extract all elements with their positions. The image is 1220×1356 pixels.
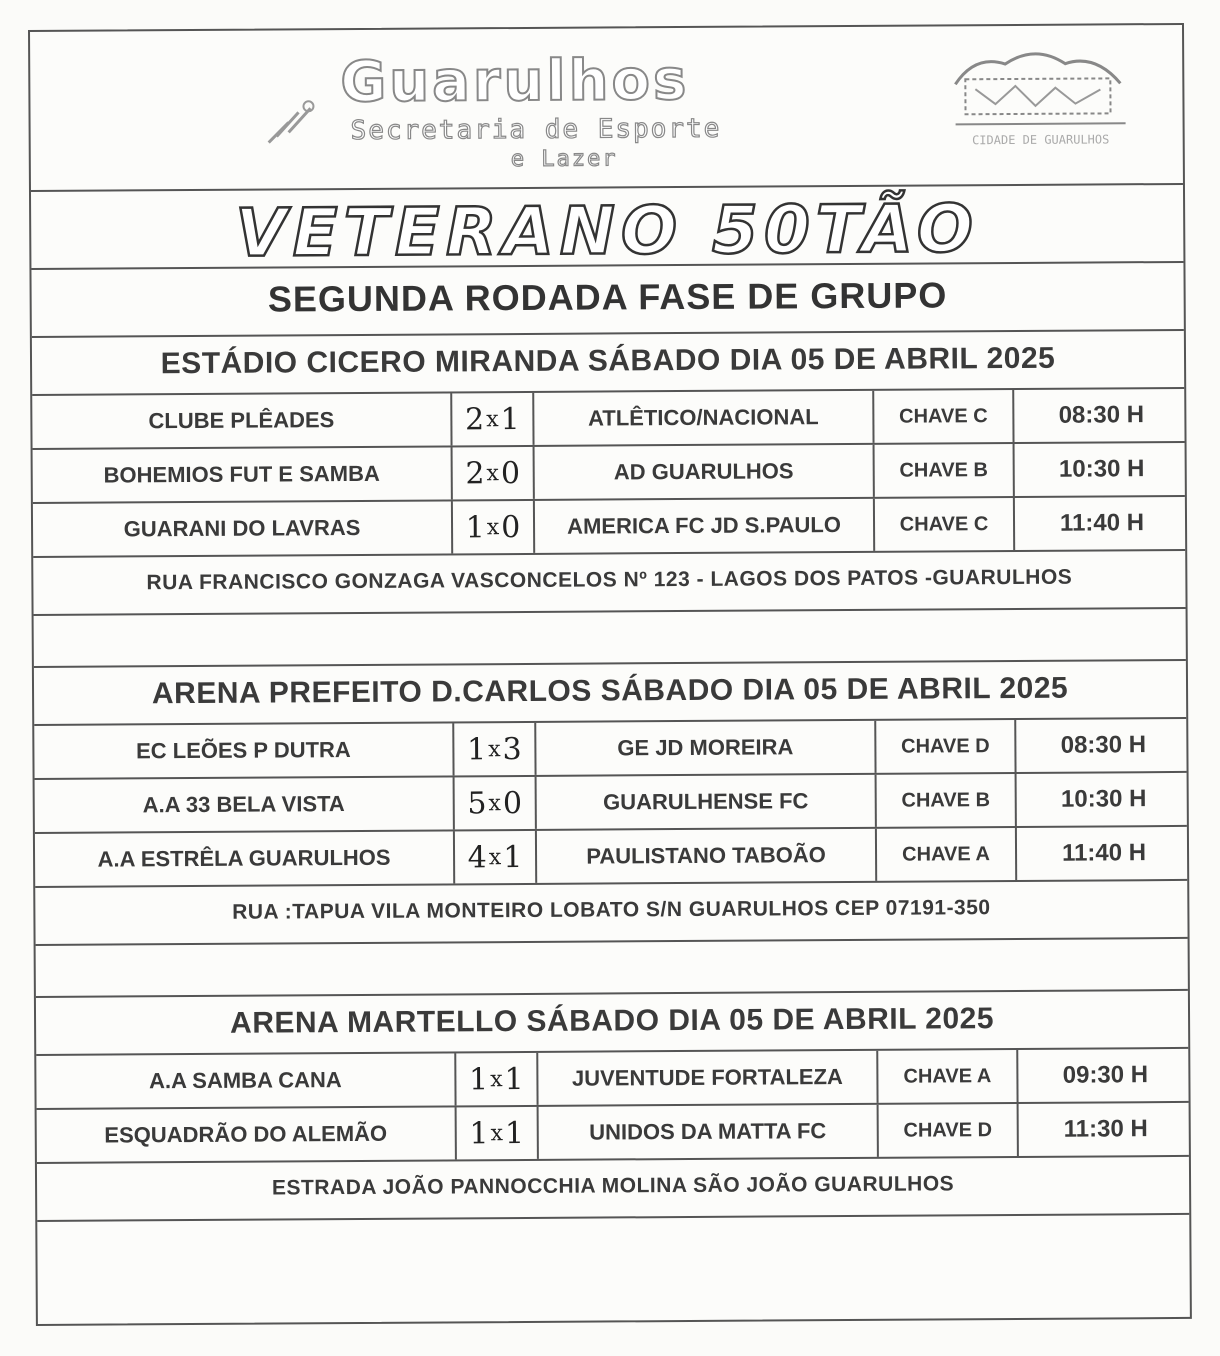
match-time: 11:40 H bbox=[1061, 839, 1147, 867]
logo-subtitle-2: e Lazer bbox=[510, 146, 618, 173]
score-separator: x bbox=[486, 460, 499, 486]
away-team: UNIDOS DA MATTA FC bbox=[589, 1118, 827, 1145]
venue-title: ESTÁDIO CICERO MIRANDA SÁBADO DIA 05 DE ABRIL 2025 bbox=[160, 341, 1056, 381]
home-team: BOHEMIOS FUT E SAMBA bbox=[103, 460, 380, 488]
logo-subtitle: Secretaria de Esporte bbox=[350, 113, 722, 147]
match-score bbox=[453, 831, 537, 884]
score-separator: x bbox=[490, 1066, 503, 1092]
match-time: 09:30 H bbox=[1062, 1061, 1149, 1089]
event-title-row bbox=[31, 185, 1183, 270]
home-score: 1 bbox=[466, 731, 487, 767]
match-row bbox=[33, 443, 1185, 504]
away-team: GUARULHENSE FC bbox=[602, 788, 809, 815]
venue-title: ARENA MARTELLO SÁBADO DIA 05 DE ABRIL 2025 bbox=[230, 1002, 995, 1040]
home-team: A.A 33 BELA VISTA bbox=[142, 791, 345, 818]
match-time: 10:30 H bbox=[1058, 455, 1145, 483]
match-score bbox=[452, 723, 536, 776]
score-separator: x bbox=[490, 1120, 504, 1146]
away-score: 1 bbox=[503, 839, 523, 875]
away-score: 3 bbox=[502, 731, 522, 767]
group-label: CHAVE A bbox=[876, 1050, 1018, 1103]
schedule-sheet bbox=[28, 23, 1192, 1326]
home-score: 1 bbox=[465, 509, 485, 545]
away-team: JUVENTUDE FORTALEZA bbox=[571, 1064, 843, 1091]
venue-address: RUA FRANCISCO GONZAGA VASCONCELOS Nº 123 - LAGOS DOS PATOS -GUARULHOS bbox=[146, 565, 1073, 595]
group-label: CHAVE C bbox=[873, 498, 1015, 551]
venue-title-row bbox=[32, 331, 1184, 396]
away-team: PAULISTANO TABOÃO bbox=[586, 842, 826, 869]
venue-title-row bbox=[34, 661, 1186, 726]
city-seal-icon bbox=[935, 43, 1136, 164]
home-score: 4 bbox=[467, 839, 487, 875]
score-separator: x bbox=[486, 514, 500, 540]
away-score: 0 bbox=[502, 785, 523, 821]
venue-address-row bbox=[33, 551, 1185, 616]
match-score bbox=[455, 1107, 539, 1160]
match-time: 08:30 H bbox=[1060, 731, 1147, 759]
match-time: 11:30 H bbox=[1063, 1115, 1148, 1143]
guarulhos-logo-mark-icon bbox=[258, 92, 328, 152]
group-label: CHAVE B bbox=[873, 444, 1015, 497]
match-score bbox=[451, 501, 535, 554]
home-score: 2 bbox=[465, 455, 485, 491]
match-row bbox=[32, 389, 1184, 450]
home-score: 5 bbox=[467, 785, 487, 821]
score-separator: x bbox=[488, 844, 502, 870]
home-team: A.A SAMBA CANA bbox=[148, 1067, 342, 1094]
away-score: 0 bbox=[501, 509, 521, 545]
venue-address-row bbox=[37, 1157, 1189, 1222]
match-row bbox=[35, 773, 1187, 834]
header bbox=[30, 25, 1183, 192]
score-separator: x bbox=[486, 406, 499, 432]
away-team: AMERICA FC JD S.PAULO bbox=[567, 512, 842, 539]
spacer-row bbox=[34, 609, 1186, 668]
event-title: VETERANO 50TÃO bbox=[235, 190, 980, 272]
match-row bbox=[33, 497, 1185, 558]
match-time: 10:30 H bbox=[1060, 785, 1147, 813]
match-time: 08:30 H bbox=[1058, 401, 1145, 429]
match-score bbox=[454, 1053, 538, 1106]
match-row bbox=[35, 827, 1187, 888]
group-label: CHAVE D bbox=[874, 720, 1016, 773]
venue-address: ESTRADA JOÃO PANNOCCHIA MOLINA SÃO JOÃO GUARULHOS bbox=[271, 1172, 955, 1200]
home-score: 1 bbox=[469, 1115, 489, 1151]
group-label: CHAVE C bbox=[872, 390, 1014, 443]
home-team: A.A ESTRÊLA GUARULHOS bbox=[97, 844, 391, 872]
away-team: GE JD MOREIRA bbox=[617, 734, 794, 761]
group-label: CHAVE B bbox=[875, 774, 1017, 827]
home-team: GUARANI DO LAVRAS bbox=[123, 514, 361, 542]
home-team: EC LEÕES P DUTRA bbox=[135, 737, 351, 764]
match-row bbox=[36, 1049, 1188, 1110]
venue-address: RUA :TAPUA VILA MONTEIRO LOBATO S/N GUARULHOS CEP 07191-350 bbox=[232, 896, 991, 924]
home-team: CLUBE PLÊADES bbox=[148, 407, 335, 434]
away-team: ATLÊTICO/NACIONAL bbox=[588, 404, 819, 431]
round-title: SEGUNDA RODADA FASE DE GRUPO bbox=[267, 274, 948, 320]
match-score bbox=[451, 447, 535, 500]
match-time: 11:40 H bbox=[1059, 509, 1145, 537]
away-score: 1 bbox=[500, 401, 520, 437]
venue-title-row bbox=[36, 991, 1188, 1056]
away-team: AD GUARULHOS bbox=[613, 458, 794, 485]
round-title-row bbox=[31, 263, 1183, 338]
match-row bbox=[37, 1103, 1189, 1164]
score-separator: x bbox=[488, 790, 502, 816]
away-score: 1 bbox=[504, 1061, 524, 1097]
seal-text: CIDADE DE GUARULHOS bbox=[972, 132, 1110, 148]
group-label: CHAVE D bbox=[877, 1104, 1019, 1157]
away-score: 1 bbox=[504, 1115, 525, 1151]
score-separator: x bbox=[488, 736, 501, 762]
group-label: CHAVE A bbox=[875, 828, 1017, 881]
venue-address-row bbox=[35, 881, 1187, 946]
home-score: 1 bbox=[468, 1061, 489, 1097]
match-row bbox=[34, 719, 1186, 780]
spacer-row bbox=[36, 939, 1188, 998]
home-score: 2 bbox=[464, 401, 485, 437]
match-score bbox=[450, 393, 534, 446]
logo-title: Guarulhos bbox=[340, 47, 690, 116]
match-score bbox=[453, 777, 537, 830]
home-team: ESQUADRÃO DO ALEMÃO bbox=[104, 1120, 388, 1148]
venue-title: ARENA PREFEITO D.CARLOS SÁBADO DIA 05 DE ABRIL 2025 bbox=[151, 671, 1069, 711]
away-score: 0 bbox=[500, 455, 521, 491]
